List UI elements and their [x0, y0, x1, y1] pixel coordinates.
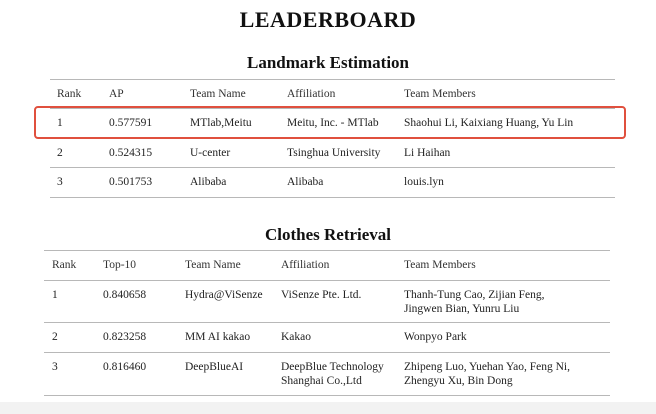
cell-team-members: louis.lyn [404, 176, 444, 188]
cell-rank: 2 [52, 331, 58, 343]
clothes-section-title: Clothes Retrieval [264, 225, 392, 244]
header-top-10: Top-10 [103, 259, 137, 271]
header-team-name: Team Name [190, 88, 246, 100]
cell-team-members-line-2: Zhengyu Xu, Bin Dong [404, 375, 513, 387]
clothes-bottom-rule [44, 395, 610, 396]
cell-top-10: 0.840658 [103, 289, 147, 301]
cell-affiliation: ViSenze Pte. Ltd. [281, 289, 362, 301]
cell-ap: 0.524315 [109, 147, 153, 159]
clothes-header-rule [44, 280, 610, 281]
header-affiliation: Affiliation [287, 88, 336, 100]
cell-rank: 1 [57, 117, 63, 129]
landmark-bottom-rule [50, 197, 615, 198]
cell-team-members-line-1: Thanh-Tung Cao, Zijian Feng, [404, 289, 545, 301]
cell-affiliation: Kakao [281, 331, 312, 343]
cell-team-members-line-2: Jingwen Bian, Yunru Liu [404, 303, 520, 315]
row-divider [50, 167, 615, 168]
cell-team-name: MTlab,Meitu [190, 117, 252, 129]
header-team-members: Team Members [404, 88, 476, 100]
row-divider [44, 322, 610, 323]
cell-affiliation: Meitu, Inc. - MTlab [287, 117, 379, 129]
cell-ap: 0.577591 [109, 117, 153, 129]
cell-affiliation-line-2: Shanghai Co.,Ltd [281, 375, 362, 387]
cell-affiliation: Alibaba [287, 176, 324, 188]
cell-top-10: 0.816460 [103, 361, 147, 373]
cell-team-name: U-center [190, 147, 231, 159]
header-team-members: Team Members [404, 259, 476, 271]
cell-rank: 3 [52, 361, 58, 373]
clothes-top-rule [44, 250, 610, 251]
cell-team-name: DeepBlueAI [185, 361, 244, 373]
cell-team-members: Li Haihan [404, 147, 451, 159]
cell-affiliation: Tsinghua University [287, 147, 381, 159]
header-affiliation: Affiliation [281, 259, 330, 271]
winner-highlight-box [34, 106, 626, 139]
landmark-section-title: Landmark Estimation [247, 53, 409, 72]
row-divider [44, 352, 610, 353]
cell-team-name: MM AI kakao [185, 331, 251, 343]
cell-team-members-line-1: Zhipeng Luo, Yuehan Yao, Feng Ni, [404, 361, 570, 373]
page-title: LEADERBOARD [239, 7, 417, 32]
cell-top-10: 0.823258 [103, 331, 147, 343]
cell-team-name: Hydra@ViSenze [185, 289, 263, 301]
cell-team-name: Alibaba [190, 176, 227, 188]
header-rank: Rank [52, 259, 77, 271]
cell-rank: 3 [57, 176, 63, 188]
header-rank: Rank [57, 88, 82, 100]
header-team-name: Team Name [185, 259, 241, 271]
header-ap: AP [109, 88, 124, 100]
cell-ap: 0.501753 [109, 176, 153, 188]
cell-team-members: Wonpyo Park [404, 331, 467, 343]
page-bottom-edge [0, 402, 656, 414]
cell-affiliation-line-1: DeepBlue Technology [281, 361, 384, 373]
cell-team-members: Shaohui Li, Kaixiang Huang, Yu Lin [404, 117, 574, 129]
cell-rank: 2 [57, 147, 63, 159]
landmark-top-rule [50, 79, 615, 80]
cell-rank: 1 [52, 289, 58, 301]
